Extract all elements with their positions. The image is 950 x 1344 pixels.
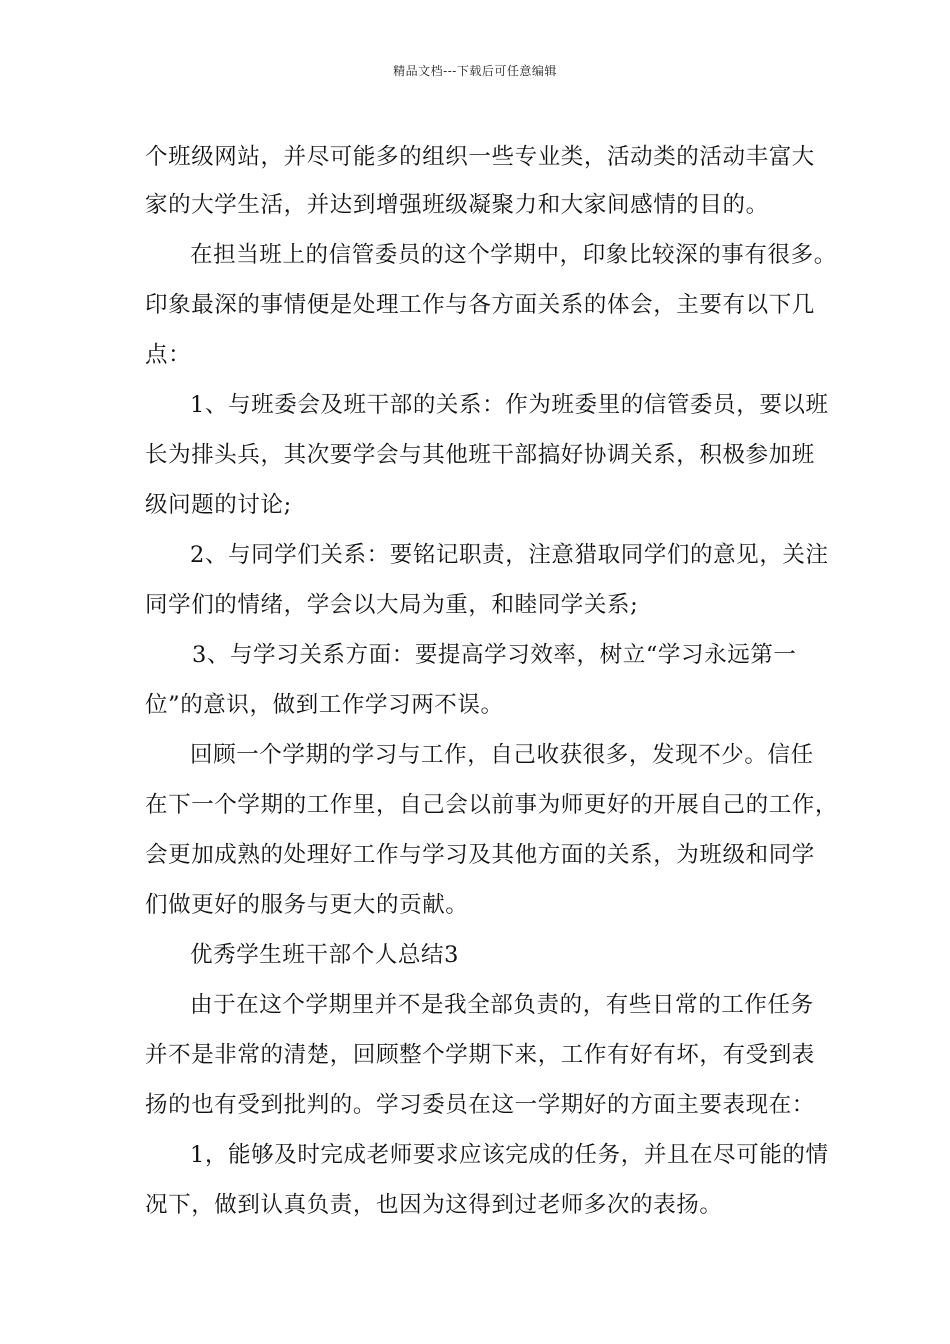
text-line: 个班级网站，并尽可能多的组织一些专业类，活动类的活动丰富大 [145, 144, 815, 170]
paragraph-start: 回顾一个学期的学习与工作，自己收获很多，发现不少。信任 [190, 742, 814, 768]
text-line: 印象最深的事情便是处理工作与各方面关系的体会，主要有以下几 [145, 292, 815, 318]
text-line: 扬的也有受到批判的。学习委员在这一学期好的方面主要表现在： [145, 1092, 815, 1118]
text-line: 位”的意识，做到工作学习两不误。 [145, 692, 504, 718]
text-line: 长为排头兵，其次要学会与其他班干部搞好协调关系，积极参加班 [145, 442, 815, 468]
text-line: 家的大学生活，并达到增强班级凝聚力和大家间感情的目的。 [145, 192, 769, 218]
text-line: 并不是非常的清楚，回顾整个学期下来，工作有好有坏，有受到表 [145, 1042, 815, 1068]
list-item-2: 2、与同学们关系：要铭记职责，注意猎取同学们的意见，关注 [190, 542, 829, 568]
section-title: 优秀学生班干部个人总结3 [190, 942, 460, 968]
text-line: 级问题的讨论; [145, 492, 292, 518]
paragraph-start: 由于在这个学期里并不是我全部负责的，有些日常的工作任务 [190, 992, 814, 1018]
list-item-1: 1、与班委会及班干部的关系：作为班委里的信管委员，要以班 [190, 392, 829, 418]
text-line: 同学们的情绪，学会以大局为重，和睦同学关系; [145, 592, 639, 618]
text-line: 们做更好的服务与更大的贡献。 [145, 892, 469, 918]
paragraph-start: 在担当班上的信管委员的这个学期中，印象比较深的事有很多。 [190, 242, 837, 268]
text-line: 在下一个学期的工作里，自己会以前事为师更好的开展自己的工作， [145, 792, 839, 818]
list-item-1: 1，能够及时完成老师要求应该完成的任务，并且在尽可能的情 [190, 1142, 829, 1168]
text-line: 会更加成熟的处理好工作与学习及其他方面的关系，为班级和同学 [145, 842, 815, 868]
text-line: 况下，做到认真负责，也因为这得到过老师多次的表扬。 [145, 1192, 723, 1218]
header-watermark: 精品文档---下载后可任意编辑 [393, 64, 557, 78]
list-item-3: 3、与学习关系方面：要提高学习效率，树立“学习永远第一 [192, 642, 797, 668]
text-line: 点： [145, 342, 192, 368]
